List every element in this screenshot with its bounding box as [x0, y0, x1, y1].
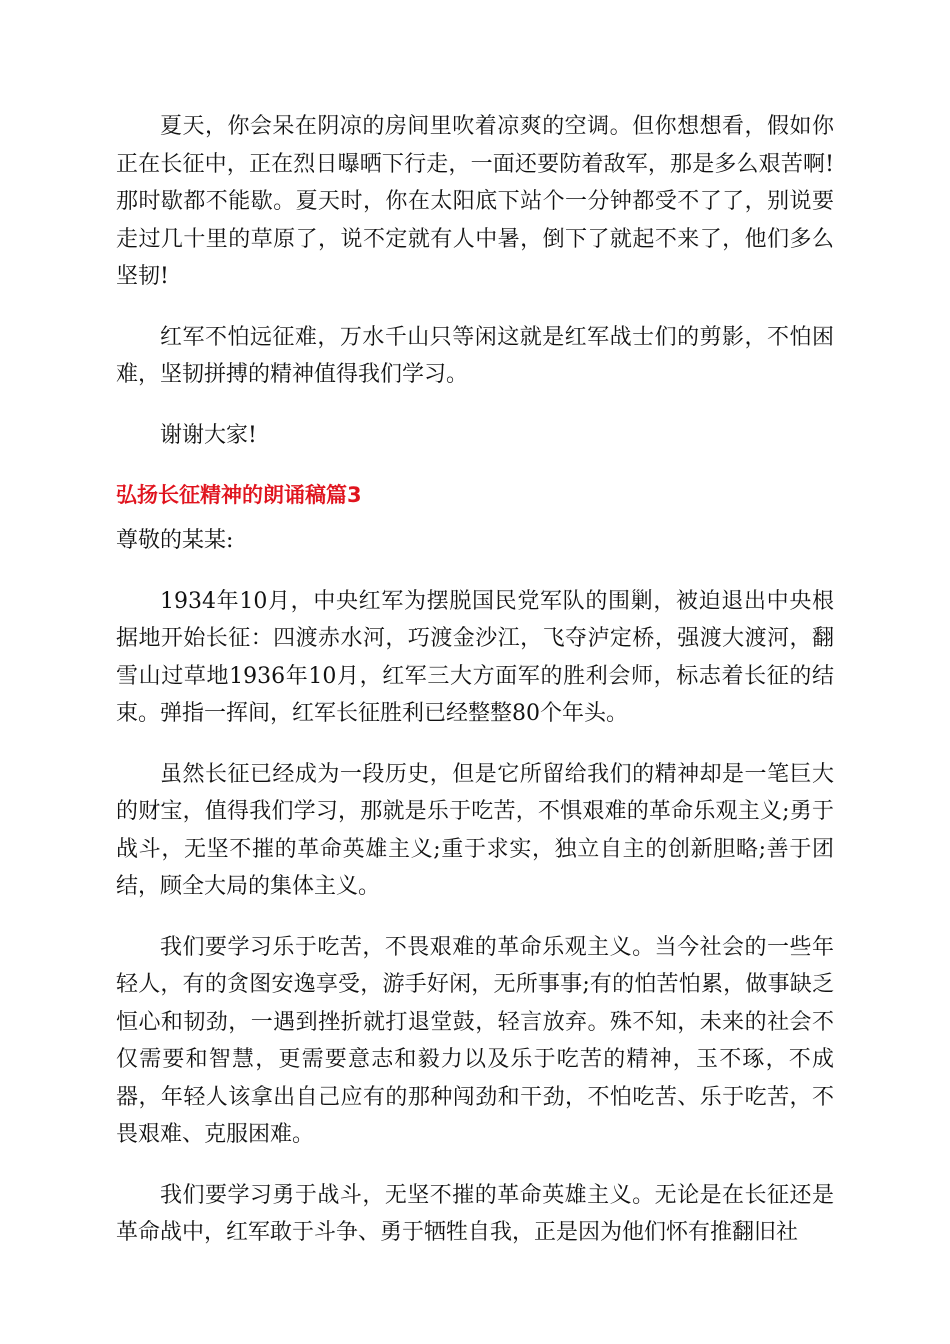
paragraph-heroism: 我们要学习勇于战斗，无坚不摧的革命英雄主义。无论是在长征还是革命战中，红军敢于斗争、勇于牺牲自我，正是因为他们怀有推翻旧社: [116, 1182, 834, 1245]
paragraph-1934: 1934年10月，中央红军为摆脱国民党军队的围剿，被迫退出中央根据地开始长征：四渡赤水河，巧渡金沙江，飞夺泸定桥，强渡大渡河，翻雪山过草地1936年10月，红军三大方面军的胜利会师，标志着长征的结束。弹指一挥间，红军长征胜利已经整整80个年头。: [116, 588, 834, 726]
paragraph-red-army: 红军不怕远征难，万水千山只等闲这就是红军战士们的剪影，不怕困难，坚韧拼搏的精神值得我们学习。: [116, 324, 834, 387]
document-body: [116, 108, 834, 1275]
paragraph-history: 虽然长征已经成为一段历史，但是它所留给我们的精神却是一笔巨大的财宝，值得我们学习，那就是乐于吃苦，不惧艰难的革命乐观主义;勇于战斗，无坚不摧的革命英雄主义;重于求实，独立自主的创新胆略;善于团结，顾全大局的集体主义。: [116, 761, 834, 899]
paragraph-summer: 夏天，你会呆在阴凉的房间里吹着凉爽的空调。但你想想看，假如你正在长征中，正在烈日曝晒下行走，一面还要防着敌军，那是多么艰苦啊!那时歇都不能歇。夏天时，你在太阳底下站个一分钟都受不了了，别说要走过几十里的草原了，说不定就有人中暑，倒下了就起不来了，他们多么坚韧!: [116, 114, 834, 289]
greeting-line: 尊敬的某某:: [116, 528, 234, 553]
paragraph-hardship: 我们要学习乐于吃苦，不畏艰难的革命乐观主义。当今社会的一些年轻人，有的贪图安逸享受，游手好闲，无所事事;有的怕苦怕累，做事缺乏恒心和韧劲，一遇到挫折就打退堂鼓，轻言放弃。殊不知，未来的社会不仅需要和智慧，更需要意志和毅力以及乐于吃苦的精神，玉不琢，不成器，年轻人该拿出自己应有的那种闯劲和干劲，不怕吃苦、乐于吃苦，不畏艰难、克服困难。: [116, 934, 834, 1147]
section-title: 弘扬长征精神的朗诵稿篇3: [116, 483, 362, 507]
paragraph-thanks: 谢谢大家!: [160, 422, 257, 448]
